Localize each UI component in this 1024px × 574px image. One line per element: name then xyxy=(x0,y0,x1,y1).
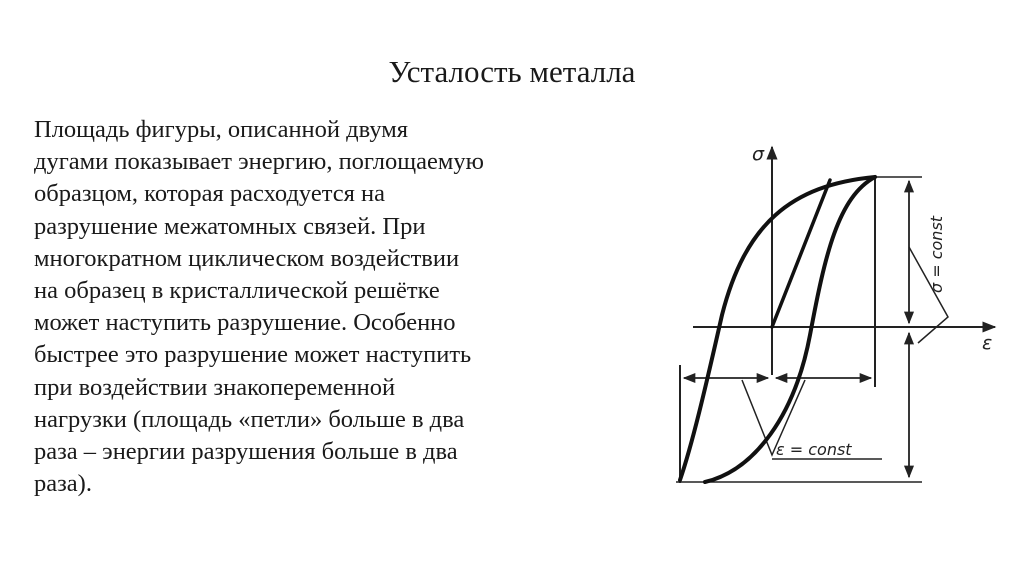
body-line: при воздействии знакопеременной xyxy=(34,373,396,401)
hysteresis-svg xyxy=(660,125,1010,500)
hysteresis-diagram xyxy=(660,125,1010,500)
loop-outer-curve xyxy=(680,177,875,480)
body-line: многократном циклическом воздействии xyxy=(34,244,460,272)
loading-line xyxy=(772,180,830,327)
sigma-const-label: σ = const xyxy=(927,215,946,293)
slide-title: Усталость металла xyxy=(388,54,636,89)
body-line: дугами показывает энергию, поглощаемую xyxy=(34,148,484,176)
body-line: разрушение межатомных связей. При xyxy=(34,212,426,240)
body-line: на образец в кристаллической решётке xyxy=(34,277,440,305)
body-text xyxy=(34,114,594,500)
epsilon-axis-label: ε xyxy=(982,332,993,354)
body-line: может наступить разрушение. Особенно xyxy=(34,309,456,337)
body-line: Площадь фигуры, описанной двумя xyxy=(34,116,409,143)
epsilon-const-label: ε = const xyxy=(776,440,852,459)
loop-inner-curve xyxy=(705,177,875,482)
body-line: образцом, которая расходуется на xyxy=(34,180,385,208)
body-line: быстрее это разрушение может наступить xyxy=(34,341,472,369)
sigma-axis-label: σ xyxy=(752,143,765,165)
body-line: раза). xyxy=(34,470,92,498)
body-line: нагрузки (площадь «петли» больше в два xyxy=(34,405,465,433)
body-line: раза – энергии разрушения больше в два xyxy=(34,438,458,466)
